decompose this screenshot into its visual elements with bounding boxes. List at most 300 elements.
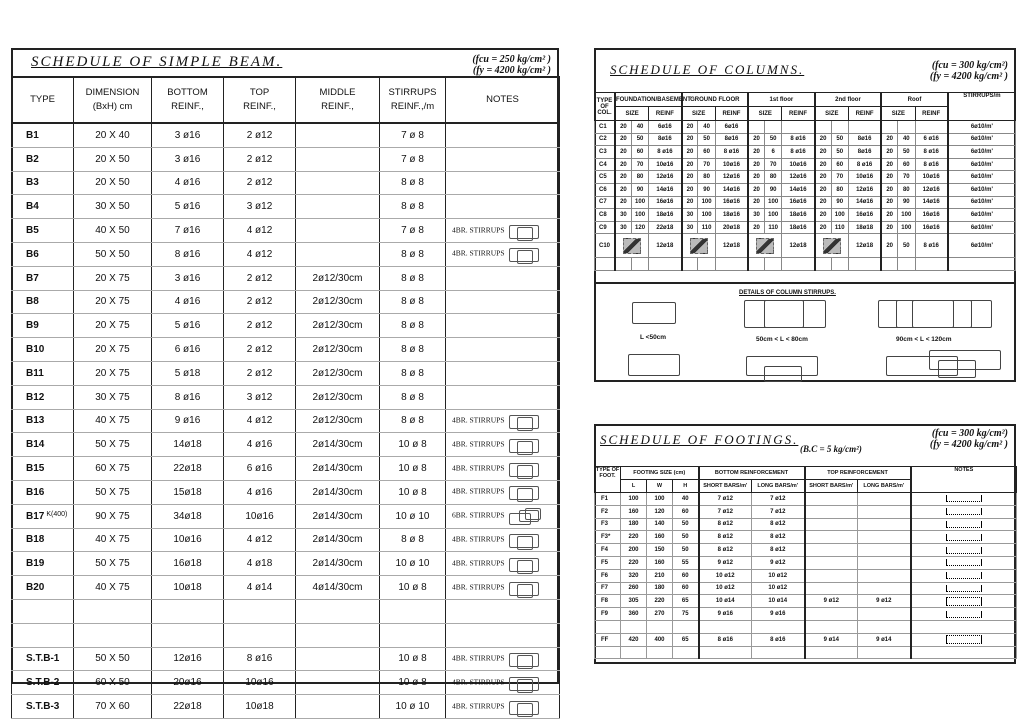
footing-bottom-long: 10 ø14 <box>752 595 805 608</box>
column-width: 20 <box>815 171 831 184</box>
footing-notes <box>911 493 1017 506</box>
stirrup-shape-medium-inner <box>764 300 804 328</box>
column-type: C10 <box>595 234 615 258</box>
column-reinf: 6ø16 <box>715 121 748 134</box>
footing-bottom-long: 8 ø12 <box>752 531 805 544</box>
footing-notes <box>911 518 1017 531</box>
column-type: C5 <box>595 171 615 184</box>
column-width: 20 <box>881 133 897 146</box>
footings-bearing-capacity: (B.C = 5 kg/cm²) <box>800 444 862 454</box>
beam-type <box>12 147 74 171</box>
column-stirrups: 6ø10/m' <box>948 133 1016 146</box>
footing-w <box>647 646 673 659</box>
footing-row <box>595 531 1017 544</box>
header-line: REINF.,/m <box>390 101 435 112</box>
beam-notes <box>446 671 560 695</box>
empty-cell <box>715 258 748 271</box>
footing-row <box>595 518 1017 531</box>
column-stirrups: 6ø10/m' <box>948 121 1016 134</box>
column-depth: 60 <box>831 158 848 171</box>
column-type: C4 <box>595 158 615 171</box>
footing-notes <box>911 556 1017 569</box>
column-depth <box>764 121 781 134</box>
beam-material-spec <box>472 54 551 76</box>
col-header-type: TYPE <box>12 77 74 123</box>
footing-notes <box>911 569 1017 582</box>
beam-schedule-title: SCHEDULE OF SIMPLE BEAM. <box>31 54 283 70</box>
footing-top-short <box>805 608 858 621</box>
beam-header-row <box>12 77 560 123</box>
beam-row <box>12 671 560 695</box>
column-width: 20 <box>815 183 831 196</box>
beam-notes <box>446 528 560 552</box>
beam-type-label: B15 <box>26 463 45 475</box>
column-depth: 50 <box>831 133 848 146</box>
column-width: 20 <box>615 146 631 159</box>
header-line: MIDDLE <box>319 87 356 98</box>
beam-middle: 2ø14/30cm <box>296 433 380 457</box>
beam-type-label: B3 <box>26 177 39 189</box>
column-stirrups: 6ø10/m' <box>948 158 1016 171</box>
column-section-detail <box>615 234 649 258</box>
stirrup-icon <box>507 247 541 261</box>
column-reinf: 8 ø16 <box>782 146 815 159</box>
footing-top-long <box>858 582 911 595</box>
footing-bottom-long <box>752 620 805 633</box>
beam-type-label: B5 <box>26 225 39 237</box>
footing-w: 180 <box>647 582 673 595</box>
column-depth: 50 <box>831 146 848 159</box>
column-depth: 100 <box>631 209 648 222</box>
beam-bottom: 16ø18 <box>152 552 224 576</box>
column-depth: 80 <box>831 183 848 196</box>
beam-row <box>12 576 560 600</box>
column-depth: 90 <box>631 183 648 196</box>
column-reinf: 12ø16 <box>915 183 948 196</box>
beam-bottom: 22ø18 <box>152 457 224 481</box>
footing-top-short <box>805 582 858 595</box>
footing-h: 40 <box>673 493 699 506</box>
beam-middle <box>296 147 380 171</box>
stirrup-shape-large-lower-3 <box>938 360 976 378</box>
empty-cell <box>649 258 682 271</box>
column-depth: 70 <box>698 158 715 171</box>
empty-cell <box>748 258 764 271</box>
column-width: 20 <box>815 221 831 234</box>
column-depth: 100 <box>764 209 781 222</box>
beam-notes <box>446 480 560 504</box>
beam-top: 8 ø16 <box>224 647 296 671</box>
beam-bottom: 20ø16 <box>152 671 224 695</box>
beam-middle: 2ø14/30cm <box>296 504 380 528</box>
footing-top-short <box>805 493 858 506</box>
beam-dim: 50 X 50 <box>74 242 152 266</box>
column-depth: 70 <box>631 158 648 171</box>
beam-stirrups: 7 ø 8 <box>380 123 446 147</box>
col-header-bottom-long: LONG BARS/m' <box>752 480 805 493</box>
footing-notes <box>911 633 1017 646</box>
footing-row <box>595 608 1017 621</box>
level-header-2nd-floor: 2nd floor <box>815 93 882 107</box>
column-depth: 6 <box>764 146 781 159</box>
column-width: 20 <box>815 209 831 222</box>
stirrup-icon <box>507 414 541 428</box>
column-row-empty <box>595 258 1016 271</box>
stirrup-icon <box>507 224 541 238</box>
col-subheader-reinf: REINF <box>649 107 682 121</box>
column-reinf: 8 ø16 <box>915 158 948 171</box>
beam-middle <box>296 123 380 147</box>
footing-bottom-short: 10 ø12 <box>699 569 752 582</box>
column-width: 20 <box>748 133 764 146</box>
beam-notes <box>446 290 560 314</box>
footing-top-short <box>805 544 858 557</box>
column-width: 20 <box>615 171 631 184</box>
beam-dim: 60 X 75 <box>74 457 152 481</box>
header-line: STIRRUPS <box>388 87 437 98</box>
beam-notes <box>446 504 560 528</box>
beam-middle <box>296 599 380 623</box>
beam-type-label: B7 <box>26 272 39 284</box>
col-subheader-reinf: REINF <box>848 107 881 121</box>
column-reinf: 14ø16 <box>649 183 682 196</box>
column-section-icon <box>756 238 774 254</box>
columns-schedule-title: SCHEDULE OF COLUMNS. <box>610 62 805 77</box>
footing-top-long <box>858 531 911 544</box>
footing-w <box>647 620 673 633</box>
beam-notes-text: 4BR. STIRRUPS <box>452 677 505 687</box>
column-section-icon <box>690 238 708 254</box>
footing-h: 60 <box>673 582 699 595</box>
column-reinf: 12ø18 <box>715 234 748 258</box>
column-width: 30 <box>748 209 764 222</box>
beam-middle <box>296 623 380 647</box>
footing-reinforcement-sketch-icon <box>946 597 982 606</box>
footing-row <box>595 595 1017 608</box>
footing-bottom-short: 10 ø12 <box>699 582 752 595</box>
beam-type-label: B16 <box>26 486 45 498</box>
column-row <box>595 133 1016 146</box>
footing-type: F2 <box>595 505 621 518</box>
beam-top: 4 ø12 <box>224 219 296 243</box>
footing-l: 100 <box>621 493 647 506</box>
beam-bottom: 6 ø16 <box>152 338 224 362</box>
column-stirrups: 6ø10/m' <box>948 171 1016 184</box>
stirrup-icon <box>507 652 541 666</box>
empty-cell <box>782 258 815 271</box>
footing-h: 65 <box>673 595 699 608</box>
beam-top <box>224 623 296 647</box>
beam-row <box>12 242 560 266</box>
beam-middle: 2ø14/30cm <box>296 480 380 504</box>
level-header-roof: Roof <box>881 93 948 107</box>
footing-type: F5 <box>595 556 621 569</box>
beam-middle <box>296 219 380 243</box>
column-row <box>595 209 1016 222</box>
footing-top-long <box>858 505 911 518</box>
column-reinf: 12ø18 <box>848 234 881 258</box>
stirrup-shape-small <box>632 302 676 324</box>
beam-type <box>12 242 74 266</box>
beam-dim: 20 X 75 <box>74 290 152 314</box>
empty-cell <box>698 258 715 271</box>
col-subheader-size: SIZE <box>748 107 782 121</box>
footing-l: 320 <box>621 569 647 582</box>
columns-table <box>594 92 1016 271</box>
column-width: 20 <box>748 183 764 196</box>
footing-type: F3* <box>595 531 621 544</box>
beam-bottom: 8 ø16 <box>152 242 224 266</box>
beam-dim: 20 X 50 <box>74 171 152 195</box>
beam-top: 2 ø12 <box>224 361 296 385</box>
empty-cell <box>631 258 648 271</box>
beam-notes <box>446 409 560 433</box>
beam-dim: 40 X 75 <box>74 528 152 552</box>
beam-row <box>12 623 560 647</box>
header-line: (BxH) cm <box>92 101 133 112</box>
footing-notes <box>911 531 1017 544</box>
footing-top-long <box>858 544 911 557</box>
beam-middle <box>296 195 380 219</box>
beam-table <box>11 76 560 719</box>
column-width: 20 <box>815 196 831 209</box>
beam-bottom: 10ø16 <box>152 528 224 552</box>
beam-notes <box>446 361 560 385</box>
column-depth: 100 <box>831 209 848 222</box>
stirrup-icon <box>507 676 541 690</box>
column-reinf: 12ø16 <box>715 171 748 184</box>
col-header-bottom <box>152 77 224 123</box>
footing-bottom-short: 7 ø12 <box>699 493 752 506</box>
level-header-foundation: FOUNDATION/BASEMENT <box>615 93 682 107</box>
beam-bottom: 3 ø16 <box>152 266 224 290</box>
stirrup-icon <box>507 581 541 595</box>
beam-stirrups: 10 ø 10 <box>380 695 446 719</box>
column-depth: 90 <box>698 183 715 196</box>
column-reinf: 16ø16 <box>649 196 682 209</box>
column-width: 20 <box>748 158 764 171</box>
column-depth: 50 <box>698 133 715 146</box>
header-line: DIMENSION <box>85 87 140 98</box>
column-depth <box>898 121 915 134</box>
beam-middle <box>296 171 380 195</box>
beam-top: 2 ø12 <box>224 290 296 314</box>
beam-row <box>12 123 560 147</box>
beam-dim: 20 X 40 <box>74 123 152 147</box>
footing-bottom-short: 8 ø12 <box>699 518 752 531</box>
stirrup-icon <box>507 462 541 476</box>
beam-row <box>12 528 560 552</box>
beam-type-label: B8 <box>26 296 39 308</box>
beam-type <box>12 504 74 528</box>
beam-top: 3 ø12 <box>224 385 296 409</box>
column-type: C2 <box>595 133 615 146</box>
beam-notes-text: 4BR. STIRRUPS <box>452 439 505 449</box>
column-depth: 70 <box>898 171 915 184</box>
col-subheader-size: SIZE <box>881 107 915 121</box>
beam-stirrups: 10 ø 8 <box>380 647 446 671</box>
column-depth: 90 <box>831 196 848 209</box>
beam-spec-fy: (fy = 4200 kg/cm² ) <box>472 65 551 76</box>
beam-stirrups: 10 ø 8 <box>380 480 446 504</box>
column-width: 20 <box>881 221 897 234</box>
col-header-l: L <box>621 480 647 493</box>
column-reinf: 12ø16 <box>649 171 682 184</box>
footing-reinforcement-sketch-icon <box>946 559 982 566</box>
beam-notes <box>446 576 560 600</box>
beam-dim: 40 X 50 <box>74 219 152 243</box>
col-header-footing-size: FOOTING SIZE (cm) <box>621 467 699 480</box>
beam-stirrups: 8 ø 8 <box>380 338 446 362</box>
stirrup-shape-small-lower <box>628 354 680 376</box>
footings-table <box>594 466 1017 659</box>
stirrup-icon <box>507 485 541 499</box>
beam-notes-text: 6BR. STIRRUPS <box>452 510 505 520</box>
footing-notes <box>911 505 1017 518</box>
column-width: 30 <box>682 221 698 234</box>
beam-middle: 2ø14/30cm <box>296 528 380 552</box>
footing-l <box>621 646 647 659</box>
footing-h: 50 <box>673 531 699 544</box>
footing-reinforcement-sketch-icon <box>946 611 982 618</box>
beam-notes <box>446 552 560 576</box>
beam-bottom: 12ø16 <box>152 647 224 671</box>
columns-spec-fcu: (fcu = 300 kg/cm²) <box>931 60 1008 71</box>
beam-bottom <box>152 599 224 623</box>
col-subheader-reinf: REINF <box>915 107 948 121</box>
footing-top-short <box>805 646 858 659</box>
footing-bottom-short: 10 ø14 <box>699 595 752 608</box>
column-reinf: 12ø16 <box>782 171 815 184</box>
column-depth: 100 <box>898 221 915 234</box>
columns-header-row-1 <box>595 93 1016 107</box>
beam-stirrups: 10 ø 8 <box>380 457 446 481</box>
beam-stirrups <box>380 623 446 647</box>
column-width <box>815 121 831 134</box>
beam-stirrups: 10 ø 8 <box>380 576 446 600</box>
column-reinf <box>782 121 815 134</box>
beam-middle: 2ø12/30cm <box>296 290 380 314</box>
beam-notes <box>446 242 560 266</box>
beam-notes <box>446 338 560 362</box>
beam-top: 2 ø12 <box>224 123 296 147</box>
beam-stirrups: 7 ø 8 <box>380 147 446 171</box>
beam-bottom <box>152 623 224 647</box>
column-type: C9 <box>595 221 615 234</box>
footing-w: 120 <box>647 505 673 518</box>
footing-l: 220 <box>621 531 647 544</box>
footing-type: F9 <box>595 608 621 621</box>
beam-stirrups: 8 ø 8 <box>380 361 446 385</box>
beam-notes <box>446 433 560 457</box>
footing-w: 210 <box>647 569 673 582</box>
footing-h: 60 <box>673 569 699 582</box>
column-depth: 110 <box>698 221 715 234</box>
column-width: 20 <box>748 221 764 234</box>
footing-top-long <box>858 569 911 582</box>
column-type: C3 <box>595 146 615 159</box>
beam-type-label: S.T.B-2 <box>26 677 60 689</box>
beam-dim <box>74 599 152 623</box>
beam-middle: 2ø12/30cm <box>296 361 380 385</box>
beam-notes <box>446 623 560 647</box>
beam-notes-text: 4BR. STIRRUPS <box>452 582 505 592</box>
column-width: 20 <box>682 183 698 196</box>
footing-type: FF <box>595 633 621 646</box>
footing-bottom-short: 8 ø12 <box>699 544 752 557</box>
column-reinf: 10ø16 <box>649 158 682 171</box>
footing-l: 180 <box>621 518 647 531</box>
beam-top: 4 ø14 <box>224 576 296 600</box>
footing-w: 400 <box>647 633 673 646</box>
footing-top-short: 9 ø12 <box>805 595 858 608</box>
footing-top-short: 9 ø14 <box>805 633 858 646</box>
beam-stirrups: 8 ø 8 <box>380 385 446 409</box>
beam-bottom: 22ø18 <box>152 695 224 719</box>
column-depth: 80 <box>698 171 715 184</box>
column-row <box>595 221 1016 234</box>
stirrup-icon <box>507 700 541 714</box>
beam-type <box>12 385 74 409</box>
footing-bottom-short: 9 ø16 <box>699 608 752 621</box>
column-width: 20 <box>748 171 764 184</box>
beam-stirrups: 8 ø 8 <box>380 171 446 195</box>
col-header-bottom-reinforcement: BOTTOM REINFORCEMENT <box>699 467 805 480</box>
beam-type <box>12 433 74 457</box>
beam-top: 6 ø16 <box>224 457 296 481</box>
beam-type-label: B11 <box>26 367 44 379</box>
col-header-h: H <box>673 480 699 493</box>
column-reinf: 22ø18 <box>649 221 682 234</box>
beam-middle: 2ø12/30cm <box>296 409 380 433</box>
beam-notes-text: 4BR. STIRRUPS <box>452 463 505 473</box>
column-reinf: 12ø18 <box>782 234 815 258</box>
beam-bottom: 5 ø18 <box>152 361 224 385</box>
column-section-icon <box>823 238 841 254</box>
footing-l: 160 <box>621 505 647 518</box>
beam-bottom: 4 ø16 <box>152 171 224 195</box>
footing-reinforcement-sketch-icon <box>946 521 982 528</box>
footing-bottom-short: 8 ø16 <box>699 633 752 646</box>
footing-bottom-long: 8 ø12 <box>752 544 805 557</box>
column-reinf: 6ø16 <box>649 121 682 134</box>
beam-notes-text: 4BR. STIRRUPS <box>452 558 505 568</box>
footing-top-short <box>805 620 858 633</box>
footing-h: 75 <box>673 608 699 621</box>
column-reinf: 16ø16 <box>715 196 748 209</box>
beam-dim: 50 X 75 <box>74 433 152 457</box>
beam-bottom: 34ø18 <box>152 504 224 528</box>
beam-bottom: 14ø18 <box>152 433 224 457</box>
footing-top-long <box>858 493 911 506</box>
beam-bottom: 15ø18 <box>152 480 224 504</box>
beam-stirrups: 7 ø 8 <box>380 219 446 243</box>
footing-w: 220 <box>647 595 673 608</box>
beam-stirrups: 10 ø 8 <box>380 671 446 695</box>
beam-top: 2 ø12 <box>224 314 296 338</box>
column-width: 30 <box>615 221 631 234</box>
footings-header-row-1 <box>595 467 1017 480</box>
beam-row <box>12 457 560 481</box>
beam-stirrups: 8 ø 8 <box>380 528 446 552</box>
column-reinf <box>848 121 881 134</box>
footing-top-short <box>805 518 858 531</box>
footing-row <box>595 620 1017 633</box>
beam-notes <box>446 219 560 243</box>
column-reinf: 10ø16 <box>915 171 948 184</box>
beam-notes <box>446 647 560 671</box>
beam-type-label: B9 <box>26 320 39 332</box>
